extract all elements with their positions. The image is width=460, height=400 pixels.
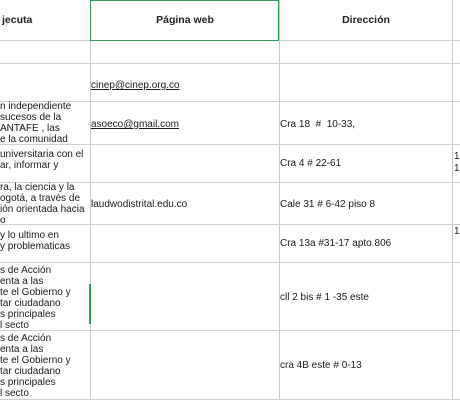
description-line: y problematicas xyxy=(0,241,71,252)
description-line: ra, la ciencia y la xyxy=(0,182,75,193)
web-link[interactable]: cinep@cinep.org.co xyxy=(91,80,180,91)
header-pagina-web-label: Página web xyxy=(156,14,214,26)
address-text: Cra 18 # 10-33, xyxy=(280,119,356,130)
next-column-text: 1 xyxy=(454,163,460,174)
description-line: s principales xyxy=(0,309,56,320)
address-text: Cale 31 # 6-42 piso 8 xyxy=(280,199,376,210)
description-line: enta a las xyxy=(0,344,44,355)
description-line: sucesos de la xyxy=(0,112,62,123)
header-direccion-label: Dirección xyxy=(342,14,390,26)
next-column-fragment xyxy=(452,226,460,238)
web-cell[interactable] xyxy=(91,182,278,224)
description-line: ogotá, a través de xyxy=(0,193,81,204)
description-cell[interactable] xyxy=(0,224,89,262)
description-line: ión orientada hacia xyxy=(0,204,85,215)
selection-marker xyxy=(89,284,91,324)
description-line: e la comunidad xyxy=(0,134,68,144)
address-cell[interactable] xyxy=(280,330,451,399)
description-line: s de Acción xyxy=(0,333,52,344)
description-line: enta a las xyxy=(0,276,44,287)
description-line: tar ciudadano xyxy=(0,298,61,309)
address-cell[interactable] xyxy=(280,262,451,330)
address-text: cll 2 bis # 1 -35 este xyxy=(280,292,369,303)
description-line: s de Acción xyxy=(0,265,52,276)
address-cell[interactable] xyxy=(280,101,451,144)
description-line: n independiente xyxy=(0,101,72,112)
web-text: laudwodistrital.edu.co xyxy=(91,199,188,210)
header-ejecuta-label: jecuta xyxy=(2,14,33,26)
description-line: universitaria con el xyxy=(0,149,84,160)
next-column-text: 1 xyxy=(454,151,460,162)
web-link[interactable]: asoeco@gmail.com xyxy=(91,119,179,130)
next-column-text: 1 xyxy=(454,226,460,237)
next-column-fragment xyxy=(452,151,460,163)
address-cell[interactable] xyxy=(280,144,451,182)
address-cell[interactable] xyxy=(280,182,451,224)
description-line: o xyxy=(0,215,6,224)
description-cell[interactable] xyxy=(0,101,89,144)
description-line: tar ciudadano xyxy=(0,366,61,377)
description-line: te el Gobierno y xyxy=(0,355,71,366)
header-ejecuta[interactable] xyxy=(0,0,90,40)
address-text: cra 4B este # 0-13 xyxy=(280,360,362,371)
address-text: Cra 4 # 22-61 xyxy=(280,158,342,169)
address-cell[interactable] xyxy=(280,224,451,262)
description-line: ar, informar y xyxy=(0,160,59,171)
description-line: y lo ultimo en xyxy=(0,230,59,241)
web-cell[interactable] xyxy=(91,101,278,144)
description-cell[interactable] xyxy=(0,182,89,224)
next-column-fragment xyxy=(452,163,460,175)
description-line: l secto xyxy=(0,320,29,330)
description-cell[interactable] xyxy=(0,262,89,330)
description-line: te el Gobierno y xyxy=(0,287,71,298)
description-cell[interactable] xyxy=(0,330,89,399)
description-line: l secto xyxy=(0,388,29,399)
description-line: ANTAFE , las xyxy=(0,123,60,134)
description-cell[interactable] xyxy=(0,144,89,182)
description-line: s principales xyxy=(0,377,56,388)
web-cell[interactable] xyxy=(91,63,278,101)
col-divider xyxy=(452,0,453,400)
header-direccion[interactable] xyxy=(280,0,452,40)
address-text: Cra 13a #31-17 apto 806 xyxy=(280,238,392,249)
header-pagina-web[interactable] xyxy=(91,0,279,40)
